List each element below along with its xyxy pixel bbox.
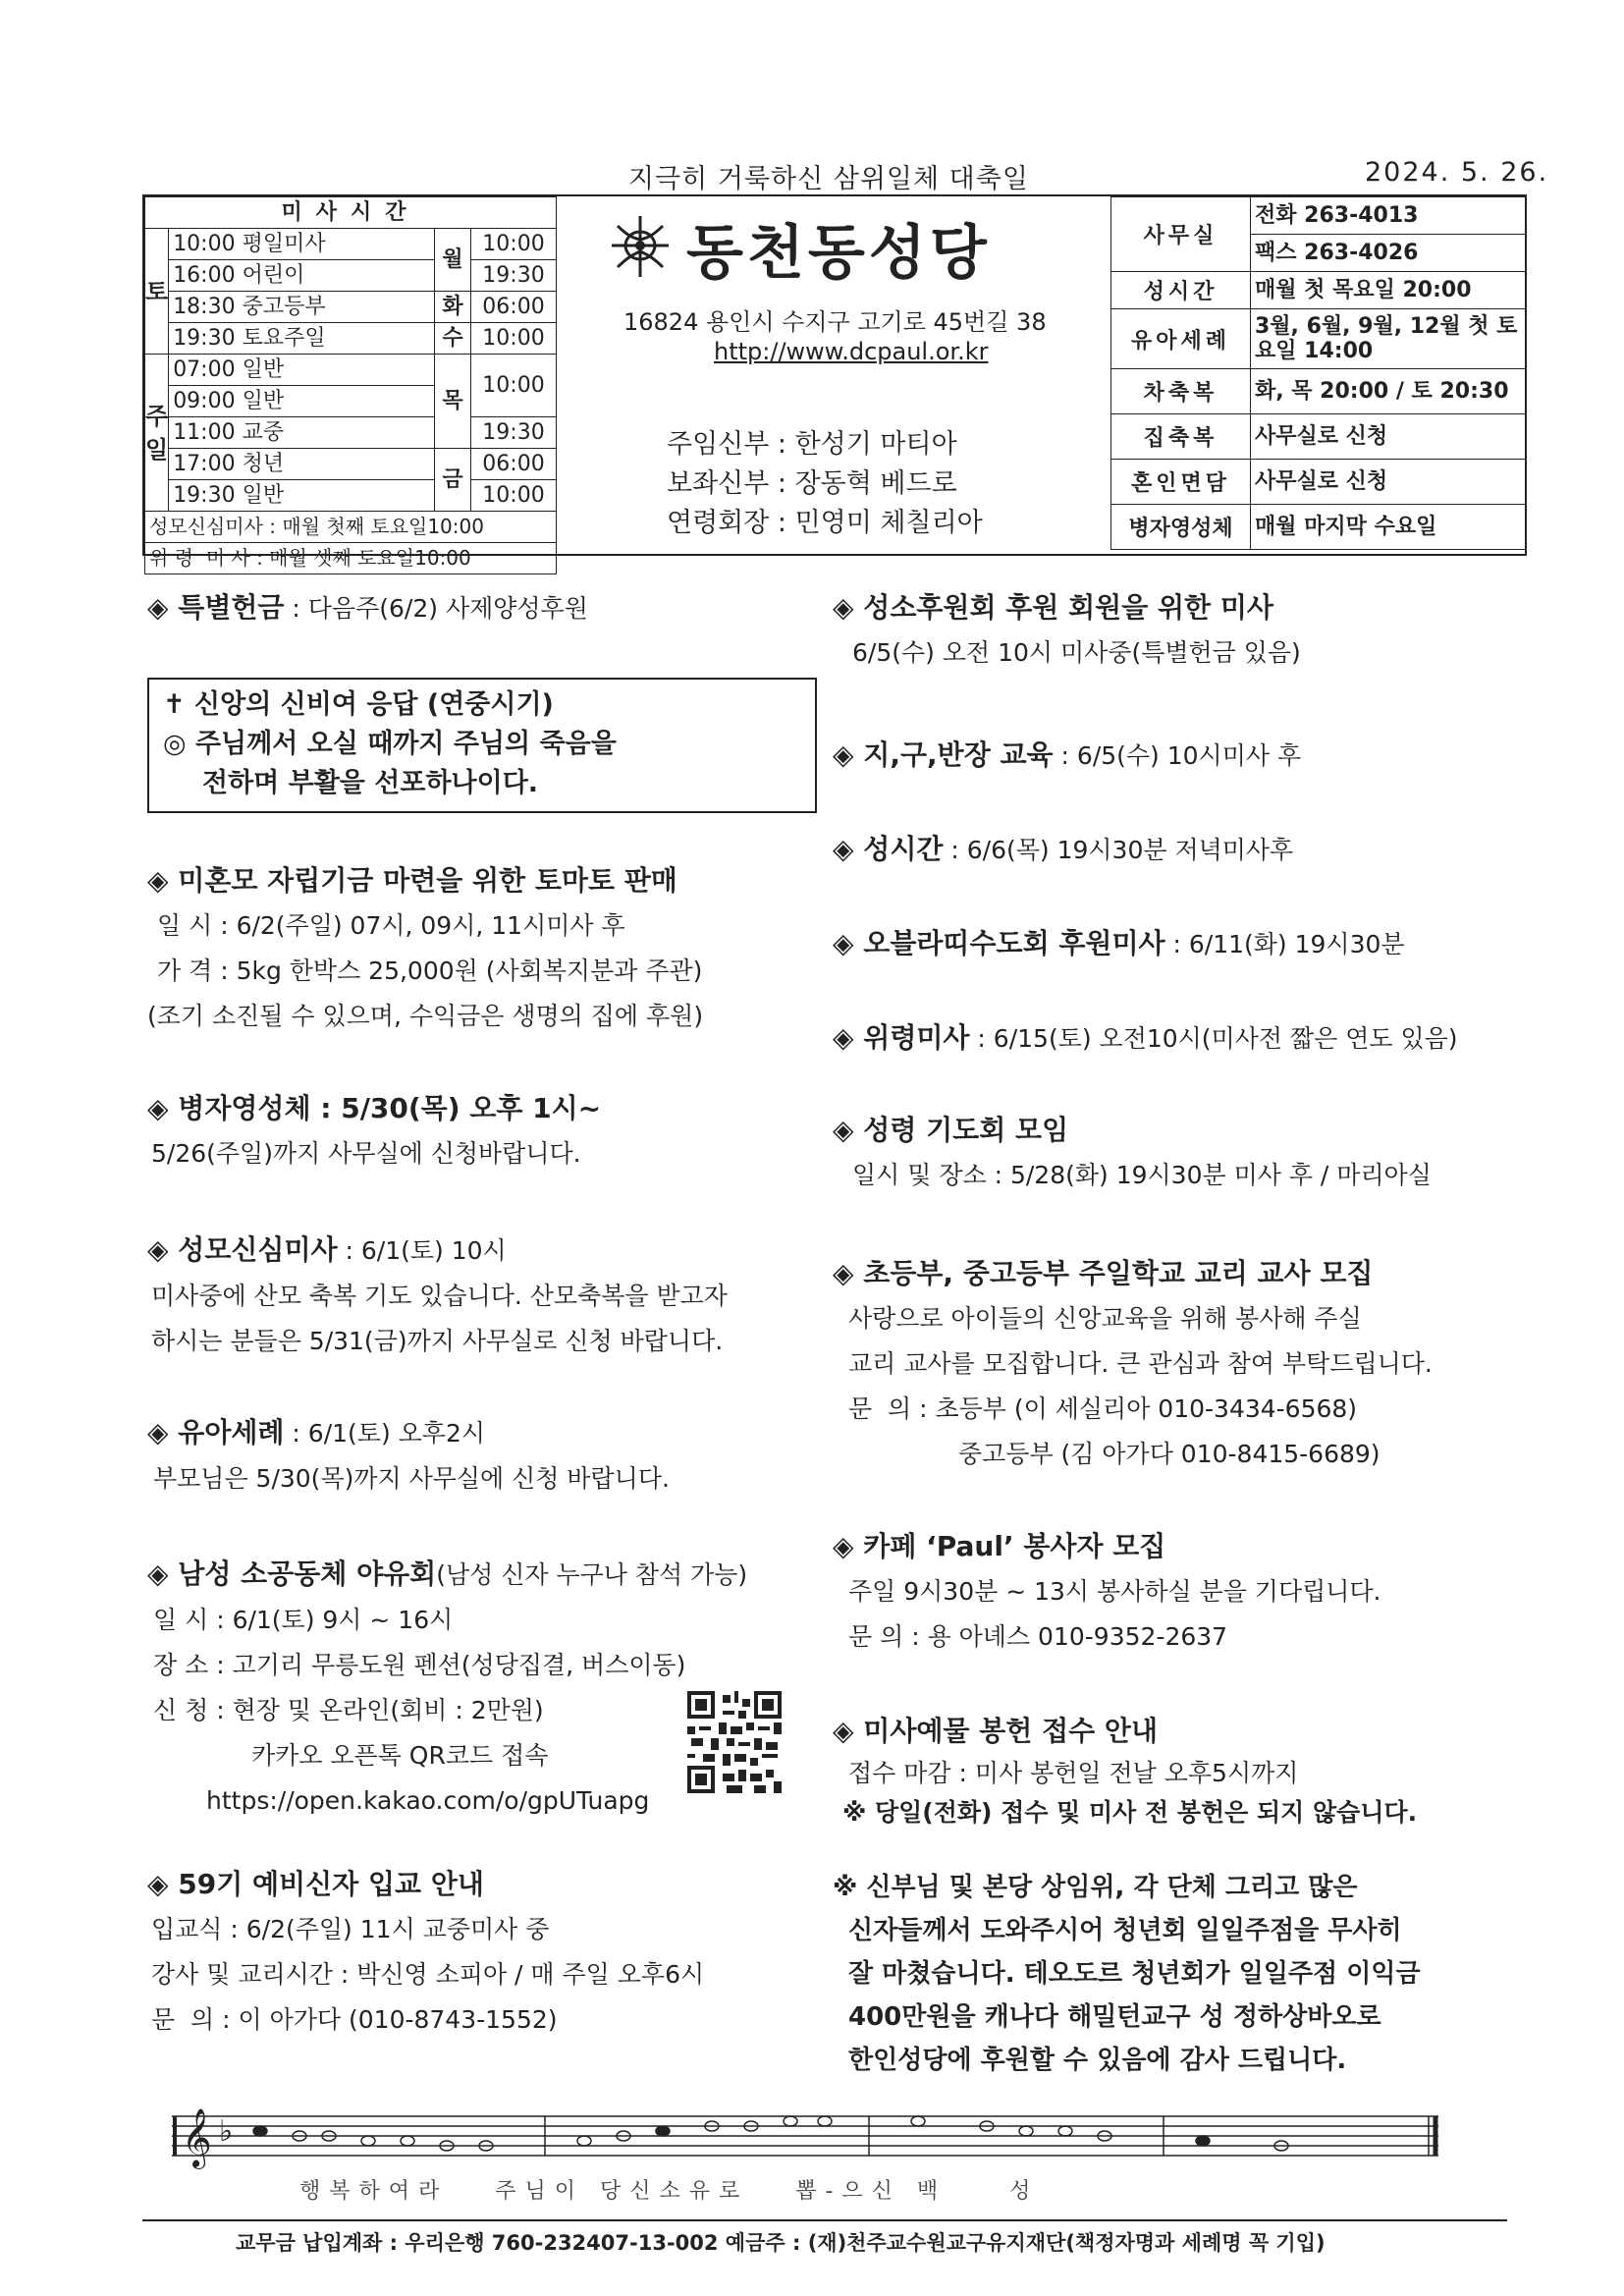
notice-title: ◈ 성소후원회 후원 회원을 위한 미사 — [833, 591, 1273, 624]
notice-text: : 6/11(화) 19시30분 — [1164, 930, 1405, 958]
music-staff-icon — [172, 2102, 1438, 2219]
notice-line: 장 소 : 고기리 무릉도원 펜션(성당집결, 버스이동) — [153, 1651, 686, 1679]
notice-line: 미사중에 산모 축복 기도 있습니다. 산모축복을 받고자 — [151, 1282, 728, 1310]
notice-title: ◈ 유아세례 : 6/1(토) 오후2시 — [147, 1416, 485, 1449]
office-row-label: 병자영성체 — [1111, 505, 1251, 550]
weekday-time: 06:00 — [471, 292, 557, 323]
notice-line: 카카오 오픈톡 QR코드 접속 — [251, 1741, 549, 1770]
weekday-time: 19:30 — [471, 417, 557, 449]
sunday-mass: 17:00 청년 — [169, 449, 435, 480]
notice-line: 하시는 분들은 5/31(금)까지 사무실로 신청 바랍니다. — [151, 1327, 724, 1355]
thanks-line: 한인성당에 후원할 수 있음에 감사 드립니다. — [848, 2046, 1347, 2075]
staff-funeral-head: 연령회장 : 민영미 체칠리아 — [667, 508, 983, 538]
notice-title: ◈ 특별헌금 — [147, 591, 285, 624]
faith-title: 신앙의 신비여 응답 (연중시기) — [194, 689, 554, 720]
weekday-tue: 화 — [435, 292, 471, 323]
weekday-time: 19:30 — [471, 260, 557, 292]
saturday-mass: 18:30 중고등부 — [169, 292, 435, 323]
weekday-fri: 금 — [435, 449, 471, 512]
notice-title: ◈ 미혼모 자립기금 마련을 위한 토마토 판매 — [147, 864, 677, 897]
notice-special-offering — [147, 585, 588, 631]
notice-title: ◈ 성모신심미사 : 6/1(토) 10시 — [147, 1233, 507, 1266]
saturday-mass: 10:00 평일미사 — [169, 229, 435, 260]
notice-text: : 다음주(6/2) 사제양성후원 — [284, 594, 588, 623]
church-address: 16824 용인시 수지구 고기로 45번길 38 — [623, 308, 1047, 336]
notice-title: ◈ 성시간 — [833, 833, 944, 865]
office-row-label: 혼인면담 — [1111, 460, 1251, 505]
extra-mass: 위 령 미 사 : 매월 셋째 토요일10:00 — [145, 543, 557, 574]
svg-text:행복하여라 주님이 당신소유로 뽑-으신 백 — [299, 2179, 1039, 2204]
notice-title: ◈ 위령미사 — [833, 1021, 970, 1054]
notice-line: 부모님은 5/30(목)까지 사무실에 신청 바랍니다. — [153, 1464, 670, 1493]
notice-line: (조기 소진될 수 있으며, 수익금은 생명의 집에 후원) — [147, 1002, 704, 1030]
notice-line: 신 청 : 현장 및 온라인(회비 : 2만원) — [153, 1696, 544, 1724]
weekday-wed: 수 — [435, 323, 471, 355]
weekday-thu: 목 — [435, 355, 471, 449]
office-row-value: 3월, 6월, 9월, 12월 첫 토요일 14:00 — [1251, 309, 1527, 369]
office-row-value: 사무실로 신청 — [1251, 414, 1527, 460]
notice-requiem-mass — [833, 1015, 1458, 1062]
thanks-line: 잘 마쳤습니다. 테오도르 청년회가 일일주점 이익금 — [848, 1959, 1421, 1989]
notice-mass-offering — [833, 1709, 1417, 1832]
notice-sick-communion — [147, 1086, 601, 1176]
notice-line: 문 의 : 이 아가다 (010-8743-1552) — [151, 2005, 558, 2034]
notice-line: 일시 및 장소 : 5/28(화) 19시30분 미사 후 / 마리아실 — [852, 1161, 1432, 1189]
notice-line: 문 의 : 초등부 (이 세실리아 010-3434-6568) — [848, 1394, 1358, 1423]
notice-text: : 6/15(토) 오전10시(미사전 짧은 연도 있음) — [969, 1024, 1458, 1053]
faith-line: 전하며 부활을 선포하나이다. — [202, 768, 539, 798]
notice-district-education — [833, 733, 1301, 779]
office-row-label: 집축복 — [1111, 414, 1251, 460]
office-info-table — [1110, 196, 1527, 550]
notice-title: ◈ 미사예물 봉헌 접수 안내 — [833, 1715, 1159, 1747]
thanks-line: 신자들께서 도와주시어 청년회 일일주점을 무사히 — [848, 1916, 1402, 1945]
website-link[interactable]: http://www.dcpaul.or.kr — [714, 338, 989, 365]
notice-mary-mass — [147, 1228, 728, 1364]
svg-text:♭: ♭ — [219, 2114, 234, 2149]
header-box — [142, 194, 1527, 570]
notice-cafe-paul — [833, 1524, 1381, 1660]
notice-catechumen — [147, 1862, 704, 2043]
office-row-value: 매월 마지막 수요일 — [1251, 505, 1527, 550]
weekday-time: 10:00 — [471, 480, 557, 512]
music-lyrics: 행복하여라 주님이 당신소유로 뽑-으신 백 성 — [299, 2179, 1040, 2204]
office-phone: 전화 263-4013 — [1251, 197, 1527, 235]
sunday-label: 주일 — [145, 355, 169, 512]
notice-text: : 6/5(수) 10시미사 후 — [1053, 741, 1302, 770]
weekday-time: 06:00 — [471, 449, 557, 480]
notice-line: 5/26(주일)까지 사무실에 신청바랍니다. — [151, 1139, 581, 1168]
notice-line: 교리 교사를 모집합니다. 큰 관심과 참여 부탁드립니다. — [848, 1349, 1433, 1378]
notice-holy-hour — [833, 827, 1293, 873]
notice-line: 문 의 : 용 아녜스 010-9352-2637 — [848, 1622, 1228, 1651]
notice-title: ◈ 초등부, 중고등부 주일학교 교리 교사 모집 — [833, 1257, 1374, 1289]
notice-text: : 6/6(목) 19시30분 저녁미사후 — [943, 836, 1294, 864]
notice-oblate-mass — [833, 921, 1405, 967]
notice-spirit-prayer — [833, 1108, 1432, 1198]
saturday-label: 토 — [145, 229, 169, 355]
office-fax: 팩스 263-4026 — [1251, 235, 1527, 272]
account-info: 교무금 납입계좌 : 우리은행 760-232407-13-002 예금주 : (재)천주교수원교구유지재단(책정자명과 세례명 꼭 기입) — [236, 2231, 1326, 2255]
notice-thanks — [833, 1866, 1421, 2082]
notice-title: ◈ 병자영성체 : 5/30(목) 오후 1시~ — [147, 1092, 602, 1124]
notice-line: 사랑으로 아이들의 신앙교육을 위해 봉사해 주실 — [848, 1304, 1362, 1333]
church-logo-icon — [606, 212, 675, 281]
faith-line: ◎ 주님께서 오실 때까지 주님의 죽음을 — [163, 729, 617, 759]
notice-teacher-recruit — [833, 1251, 1433, 1477]
notice-line: 주일 9시30분 ~ 13시 봉사하실 분을 기다립니다. — [848, 1577, 1381, 1606]
weekday-time: 10:00 — [471, 323, 557, 355]
svg-text:𝄞: 𝄞 — [182, 2108, 212, 2167]
footer-divider — [142, 2219, 1507, 2221]
notice-vocation-mass — [833, 585, 1301, 676]
notice-line: 입교식 : 6/2(주일) 11시 교중미사 중 — [151, 1915, 550, 1943]
sunday-mass: 11:00 교중 — [169, 417, 435, 449]
saturday-mass: 16:00 어린이 — [169, 260, 435, 292]
saturday-mass: 19:30 토요주일 — [169, 323, 435, 355]
office-row-value: 사무실로 신청 — [1251, 460, 1527, 505]
feast-title: 지극히 거룩하신 삼위일체 대축일 — [628, 164, 1029, 194]
bulletin-date: 2024. 5. 26. — [1365, 157, 1549, 188]
notice-title: ◈ 성령 기도회 모임 — [833, 1114, 1069, 1146]
notice-line: 중고등부 (김 아가다 010-8415-6689) — [958, 1440, 1380, 1468]
notice-title: ◈ 남성 소공동체 야유회(남성 신자 누구나 참석 가능) — [147, 1558, 748, 1590]
thanks-line: 400만원을 캐나다 해밀턴교구 성 정하상바오로 — [848, 2002, 1381, 2032]
notice-line: ※ 당일(전화) 접수 및 미사 전 봉헌은 되지 않습니다. — [842, 1798, 1418, 1827]
thanks-line: ※ 신부님 및 본당 상임위, 각 단체 그리고 많은 — [833, 1873, 1358, 1902]
notice-men-outing — [147, 1552, 747, 1824]
office-row-value: 화, 목 20:00 / 토 20:30 — [1251, 369, 1527, 414]
notice-infant-baptism — [147, 1410, 670, 1502]
sunday-mass: 19:30 일반 — [169, 480, 435, 512]
cross-icon: ✝ — [163, 689, 195, 720]
mass-schedule-title: 미사시간 — [145, 197, 557, 229]
notice-line: 가 격 : 5kg 한박스 25,000원 (사회복지분과 주관) — [157, 957, 703, 985]
kakao-link[interactable]: https://open.kakao.com/o/gpUTuapg — [206, 1786, 650, 1815]
notice-title: ◈ 지,구,반장 교육 — [833, 738, 1054, 771]
faith-response-box — [147, 678, 817, 813]
notice-line: 강사 및 교리시간 : 박신영 소피아 / 매 주일 오후6시 — [151, 1960, 705, 1989]
notice-title: ◈ 카페 ‘Paul’ 봉사자 모집 — [833, 1530, 1166, 1562]
qr-code-icon[interactable] — [687, 1691, 782, 1793]
notice-line: 접수 마감 : 미사 봉헌일 전날 오후5시까지 — [848, 1759, 1299, 1787]
office-row-value: 매월 첫 목요일 20:00 — [1251, 272, 1527, 309]
church-name: 동천동성당 — [686, 219, 991, 288]
office-label: 사무실 — [1111, 197, 1251, 272]
mass-schedule-table — [144, 196, 557, 574]
office-row-label: 차축복 — [1111, 369, 1251, 414]
weekday-mon: 월 — [435, 229, 471, 292]
notice-line: 6/5(수) 오전 10시 미사중(특별헌금 있음) — [852, 638, 1301, 667]
sunday-mass: 09:00 일반 — [169, 386, 435, 417]
notice-tomato — [147, 858, 703, 1039]
staff-pastor: 주임신부 : 한성기 마티아 — [667, 429, 957, 460]
weekday-time: 10:00 — [471, 229, 557, 260]
notice-line: 일 시 : 6/2(주일) 07시, 09시, 11시미사 후 — [157, 911, 625, 940]
office-row-label: 성시간 — [1111, 272, 1251, 309]
sunday-mass: 07:00 일반 — [169, 355, 435, 386]
weekday-time: 10:00 — [471, 355, 557, 417]
extra-mass: 성모신심미사 : 매월 첫째 토요일10:00 — [145, 512, 557, 543]
notice-title: ◈ 오블라띠수도회 후원미사 — [833, 927, 1165, 959]
notice-title: ◈ 59기 예비신자 입교 안내 — [147, 1868, 484, 1900]
staff-associate: 보좌신부 : 장동혁 베드로 — [667, 468, 957, 499]
office-row-label: 유아세례 — [1111, 309, 1251, 369]
notice-line: 일 시 : 6/1(토) 9시 ~ 16시 — [153, 1606, 454, 1634]
